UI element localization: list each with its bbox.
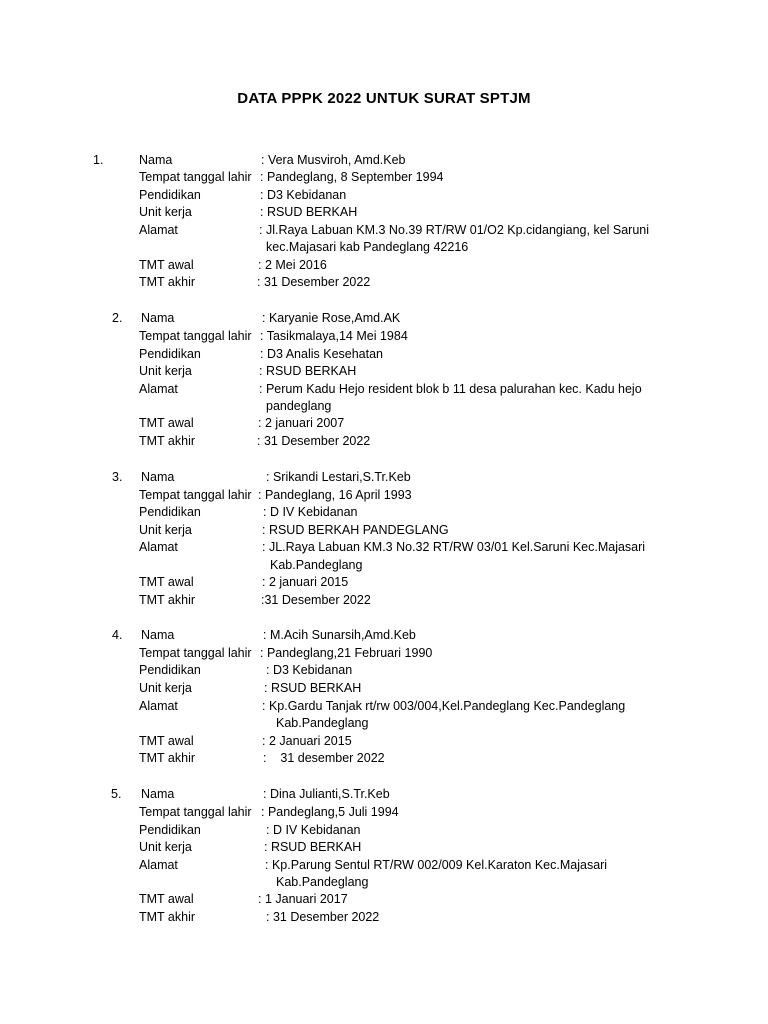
field-label: Unit kerja [139,681,192,695]
field-label: Nama [141,787,175,801]
field-value: : Tasikmalaya,14 Mei 1984 [260,329,408,343]
field-tmt-awal [0,256,768,274]
field-value: : Srikandi Lestari,S.Tr.Keb [266,470,411,484]
field-tmt-awal [0,890,768,908]
field-tmt-akhir [0,273,768,291]
field-value: : Pandeglang,5 Juli 1994 [261,805,399,819]
field-tempat-tanggal-lahir [0,644,768,662]
field-value: : Perum Kadu Hejo resident blok b 11 desa palurahan kec. Kadu hejo [259,382,642,396]
field-value: : D IV Kebidanan [263,505,358,519]
field-value: : RSUD BERKAH [260,205,358,219]
field-value: :31 Desember 2022 [261,593,371,607]
field-pendidikan [0,661,768,679]
field-label: Pendidikan [139,505,201,519]
field-nama [0,309,768,327]
field-label: Tempat tanggal lahir [139,329,252,343]
field-label: Alamat [139,540,178,554]
field-value: : Pandeglang, 16 April 1993 [258,488,412,502]
field-value-continuation: Kab.Pandeglang [276,716,369,730]
field-label: TMT awal [139,734,194,748]
field-value: : 31 Desember 2022 [257,275,371,289]
field-label: Nama [141,311,175,325]
field-tempat-tanggal-lahir [0,168,768,186]
field-label: Tempat tanggal lahir [139,646,252,660]
field-tmt-akhir [0,591,768,609]
field-alamat-continuation [0,714,768,732]
field-label: TMT awal [139,892,194,906]
entry-number: 2. [112,311,123,325]
field-unit-kerja [0,362,768,380]
field-label: Nama [141,628,175,642]
field-label: Tempat tanggal lahir [139,170,252,184]
field-value: : M.Acih Sunarsih,Amd.Keb [263,628,416,642]
field-tmt-awal [0,732,768,750]
field-alamat-continuation [0,397,768,415]
field-value: : 1 Januari 2017 [258,892,348,906]
field-label: TMT akhir [139,910,196,924]
field-label: TMT akhir [139,593,196,607]
field-value-continuation: pandeglang [266,399,332,413]
field-pendidikan [0,345,768,363]
field-label: Unit kerja [139,205,192,219]
field-tempat-tanggal-lahir [0,486,768,504]
field-tempat-tanggal-lahir [0,327,768,345]
field-value: : Karyanie Rose,Amd.AK [262,311,401,325]
field-value: : Pandeglang,21 Februari 1990 [260,646,433,660]
field-value: : 31 Desember 2022 [266,910,380,924]
field-label: TMT akhir [139,751,196,765]
field-value: : RSUD BERKAH [264,681,362,695]
field-pendidikan [0,503,768,521]
field-value: : 2 Januari 2015 [262,734,352,748]
field-label: Unit kerja [139,840,192,854]
field-value: : RSUD BERKAH [259,364,357,378]
field-value: : Dina Julianti,S.Tr.Keb [263,787,390,801]
page-title: DATA PPPK 2022 UNTUK SURAT SPTJM [237,90,531,107]
field-value: : D IV Kebidanan [266,823,361,837]
field-tmt-akhir [0,749,768,767]
field-value: : D3 Kebidanan [266,663,353,677]
field-value: : Pandeglang, 8 September 1994 [260,170,444,184]
field-label: Pendidikan [139,347,201,361]
field-label: Alamat [139,699,178,713]
field-alamat [0,697,768,715]
field-value: : 31 desember 2022 [263,751,385,765]
field-value-continuation: Kab.Pandeglang [276,875,369,889]
field-alamat [0,856,768,874]
field-label: Pendidikan [139,188,201,202]
field-tmt-akhir [0,432,768,450]
field-unit-kerja [0,679,768,697]
field-tmt-awal [0,573,768,591]
field-label: Pendidikan [139,823,201,837]
field-value: : JL.Raya Labuan KM.3 No.32 RT/RW 03/01 Kel.Saruni Kec.Majasari [262,540,646,554]
entry-number: 1. [93,153,104,167]
field-label: Pendidikan [139,663,201,677]
field-tmt-akhir [0,908,768,926]
field-value-continuation: Kab.Pandeglang [270,558,363,572]
field-label: Nama [139,153,173,167]
field-alamat-continuation [0,556,768,574]
field-nama [0,626,768,644]
field-nama [0,785,768,803]
field-nama [0,151,768,169]
field-value: : Vera Musviroh, Amd.Keb [261,153,406,167]
field-tempat-tanggal-lahir [0,803,768,821]
field-unit-kerja [0,838,768,856]
field-alamat-continuation [0,873,768,891]
field-unit-kerja [0,521,768,539]
field-value: : D3 Analis Kesehatan [260,347,383,361]
field-alamat [0,538,768,556]
field-value: : Kp.Gardu Tanjak rt/rw 003/004,Kel.Pandeglang Kec.Pandeglang [262,699,626,713]
field-unit-kerja [0,203,768,221]
field-value: : Jl.Raya Labuan KM.3 No.39 RT/RW 01/O2 Kp.cidangiang, kel Saruni [259,223,650,237]
field-nama [0,468,768,486]
field-label: TMT awal [139,258,194,272]
field-label: Alamat [139,858,178,872]
field-value-continuation: kec.Majasari kab Pandeglang 42216 [266,240,469,254]
field-label: Tempat tanggal lahir [139,805,252,819]
field-label: TMT awal [139,416,194,430]
field-label: Tempat tanggal lahir [139,488,252,502]
field-label: Unit kerja [139,364,192,378]
field-value: : Kp.Parung Sentul RT/RW 002/009 Kel.Karaton Kec.Majasari [265,858,608,872]
field-label: Alamat [139,223,178,237]
field-label: Alamat [139,382,178,396]
field-label: Nama [141,470,175,484]
field-value: : RSUD BERKAH [264,840,362,854]
field-value: : 2 januari 2015 [262,575,349,589]
entry-number: 4. [112,628,123,642]
field-alamat-continuation [0,238,768,256]
field-label: TMT akhir [139,275,196,289]
field-value: : 2 januari 2007 [258,416,345,430]
field-alamat [0,380,768,398]
entry-number: 5. [111,787,122,801]
field-alamat [0,221,768,239]
field-pendidikan [0,186,768,204]
field-label: Unit kerja [139,523,192,537]
field-label: TMT akhir [139,434,196,448]
field-value: : 2 Mei 2016 [258,258,327,272]
field-value: : 31 Desember 2022 [257,434,371,448]
field-value: : RSUD BERKAH PANDEGLANG [262,523,449,537]
field-pendidikan [0,821,768,839]
entry-number: 3. [112,470,123,484]
field-label: TMT awal [139,575,194,589]
field-value: : D3 Kebidanan [260,188,347,202]
field-tmt-awal [0,414,768,432]
